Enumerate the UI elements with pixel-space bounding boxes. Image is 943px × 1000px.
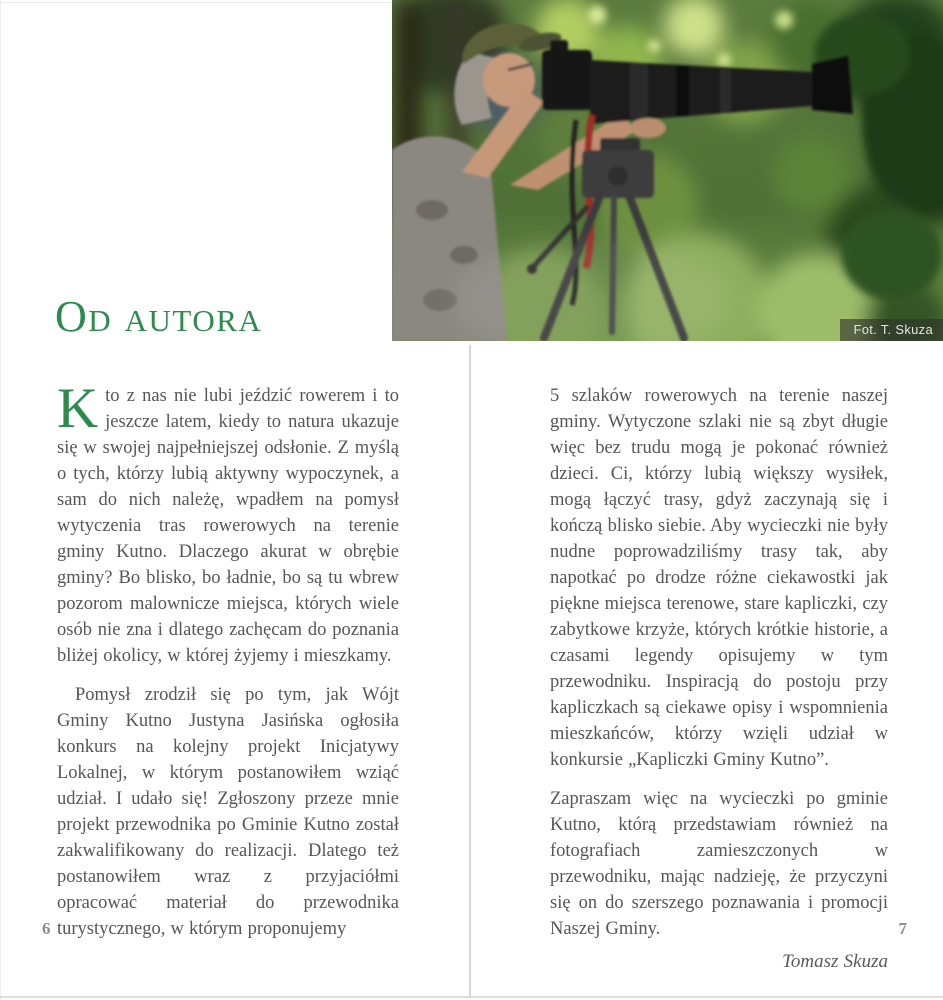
right-page-column xyxy=(550,383,888,975)
chapter-title: Od autora xyxy=(55,292,263,341)
left-paragraph-1-text: to z nas nie lubi jeździć rowerem i to jeszcze latem, kiedy to natura ukazuje się w swojej najpełniejszej odsłonie. Z myślą o tych, którzy lubią aktywny wypoczynek, a sam do nich należę, wpadłem na pomysł wytyczenia tras rowerowych na terenie gminy Kutno. Dlaczego akurat w obrębie gminy? Bo blisko, bo ładnie, bo są tu wbrew pozorom malownicze miejsca, których wiele osób nie zna i dlatego zachęcam do poznania bliżej okolicy, w której żyjemy i mieszkamy. xyxy=(57,386,399,666)
author-signature: Tomasz Skuza xyxy=(782,951,888,972)
photo-caption: Fot. T. Skuza xyxy=(840,319,943,341)
page-edge-left xyxy=(0,0,1,1000)
page-edge-bottom xyxy=(0,996,943,998)
page-number-right: 7 xyxy=(898,919,907,938)
left-paragraph-1 xyxy=(57,377,399,669)
drop-cap: K xyxy=(57,377,99,440)
right-paragraph-1: 5 szlaków rowerowych na terenie naszej gminy. Wytyczone szlaki nie są zbyt długie więc bez trudu mogą je pokonać również dzieci. Ci, którzy lubią większy wysiłek, mogą łączyć trasy, gdyż zaczynają się i kończą blisko siebie. Aby wycieczki nie były nudne poprowadziliśmy trasy tak, aby napotkać po drodze różne ciekawostki jak piękne miejsca terenowe, stare kapliczki, czy zabytkowe krzyże, których krótkie historie, a czasami legendy opisujemy w tym przewodniku. Inspiracją do postoju przy kapliczkach są ciekawe opisy i wspomnienia mieszkańców, którzy wzięli udział w konkursie „Kapliczki Gminy Kutno”. xyxy=(550,386,888,770)
left-paragraph-2: Pomysł zrodził się po tym, jak Wójt Gminy Kutno Justyna Jasińska ogłosiła konkurs na kolejny projekt Inicjatywy Lokalnej, w którym postanowiłem wziąć udział. I udało się! Zgłoszony przeze mnie projekt przewodnika po Gminie Kutno został zakwalifikowany do realizacji. Dlatego też postanowiłem wraz z przyjaciółmi opracować materiał do przewodnika turystycznego, w którym proponujemy xyxy=(57,685,399,939)
left-page-column xyxy=(57,377,399,942)
author-photo-illustration xyxy=(392,0,943,341)
right-paragraph-2: Zapraszam więc na wycieczki po gminie Kutno, którą przedstawiam również na fotografiach zamieszczonych w przewodniku, mając nadzieję, że przyczyni się on do szerszego poznawania i promocji Naszej Gminy. xyxy=(550,789,888,939)
page-number-left: 6 xyxy=(42,919,51,938)
author-photo xyxy=(392,0,943,341)
page-divider xyxy=(469,345,471,998)
